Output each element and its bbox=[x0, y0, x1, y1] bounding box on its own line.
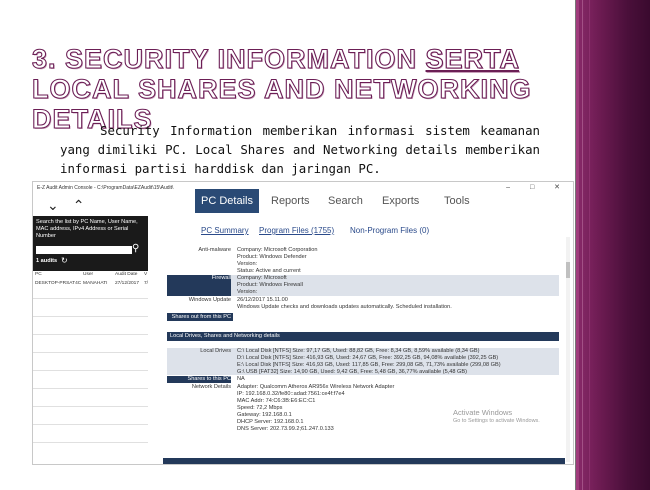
antimalware-label: Anti-malware bbox=[198, 247, 231, 253]
search-label: Search the list by PC Name, User Name, MAC address, IPv4 Address or Serial Number bbox=[36, 219, 138, 240]
grid-line bbox=[33, 334, 148, 335]
cell-version: 7/ bbox=[144, 281, 149, 286]
window-title: E-Z Audit Admin Console - C:\ProgramData\EZAudit\15\Audit\ bbox=[37, 185, 174, 191]
refresh-icon[interactable]: ↻ bbox=[61, 256, 68, 265]
shares-out-label: Shares out from this PC bbox=[171, 314, 231, 320]
grid-line bbox=[33, 388, 148, 389]
drive-line: G:\ USB [FAT32] Size: 14,90 GB, Used: 9,42 GB, Free: 5,48 GB, 36,77% available (5,48 GB) bbox=[237, 369, 467, 375]
drive-line: D:\ Local Disk [NTFS] Size: 416,93 GB, Used: 24,67 GB, Free: 392,25 GB, 94,08% available (392,25 GB) bbox=[237, 355, 499, 361]
network-line: Speed: 72,2 Mbps bbox=[237, 405, 283, 411]
window-controls[interactable]: – □ ✕ bbox=[506, 184, 569, 191]
audit-count: 1 audits bbox=[36, 258, 58, 264]
subtab-non-program-files[interactable]: Non-Program Files (0) bbox=[350, 226, 430, 235]
band-line bbox=[589, 0, 590, 490]
firewall-label: Firewall bbox=[167, 275, 231, 296]
drive-line: E:\ Local Disk [NTFS] Size: 416,93 GB, Used: 117,85 GB, Free: 299,08 GB, 71,73% available (299,08 GB) bbox=[237, 362, 501, 368]
antimalware-line: Status: Active and current bbox=[237, 268, 301, 274]
network-line: MAC Addr: 74:C6:3B:E6:EC:C1 bbox=[237, 398, 316, 404]
network-line: Adapter: Qualcomm Atheros AR956x Wireless Network Adapter bbox=[237, 384, 395, 390]
cell-pc: DESKTOP-PRSAT4C bbox=[35, 281, 82, 286]
search-panel bbox=[33, 216, 148, 464]
title-text: 3. SECURITY INFORMATION bbox=[32, 44, 426, 74]
cell-date: 27/12/2017 bbox=[115, 281, 140, 286]
local-drives-row bbox=[167, 348, 559, 375]
search-icon[interactable]: ⚲ bbox=[132, 243, 140, 254]
firewall-row bbox=[167, 275, 559, 296]
decorative-band bbox=[576, 0, 650, 490]
subtab-program-files[interactable]: Program Files (1755) bbox=[259, 226, 335, 235]
audit-table bbox=[33, 271, 148, 464]
tab-exports[interactable]: Exports bbox=[382, 195, 420, 207]
tab-tools[interactable]: Tools bbox=[444, 195, 470, 207]
grid-line bbox=[33, 352, 148, 353]
shares-to-label: Shares to this PC bbox=[167, 376, 231, 383]
band-line bbox=[576, 0, 579, 490]
grid-line bbox=[33, 370, 148, 371]
chevron-down-icon[interactable]: ⌄ bbox=[47, 197, 59, 213]
network-line: Gateway: 192.168.0.1 bbox=[237, 412, 292, 418]
drive-line: C:\ Local Disk [NTFS] Size: 97,17 GB, Used: 88,82 GB, Free: 8,34 GB, 8,59% available (8,34 GB) bbox=[237, 348, 480, 354]
update-line: 26/12/2017 15.11.00 bbox=[237, 297, 288, 303]
network-line: DHCP Server: 192.168.0.1 bbox=[237, 419, 304, 425]
shares-out-row bbox=[167, 313, 233, 321]
scrollbar[interactable] bbox=[566, 237, 570, 462]
nav-icons bbox=[47, 197, 98, 214]
update-line: Windows Update checks and downloads updates automatically. Scheduled installation. bbox=[237, 304, 452, 310]
cell-user: MANAHATI bbox=[83, 281, 108, 286]
search-input[interactable] bbox=[36, 246, 132, 254]
section-header bbox=[167, 332, 559, 341]
tab-reports[interactable]: Reports bbox=[271, 195, 310, 207]
firewall-line: Product: Windows Firewall bbox=[237, 282, 303, 288]
title-text: LOCAL SHARES AND NETWORKING DETAILS bbox=[32, 74, 532, 134]
watermark-line: Go to Settings to activate Windows. bbox=[453, 418, 540, 424]
tab-pc-details[interactable]: PC Details bbox=[195, 189, 259, 213]
table-row[interactable] bbox=[33, 280, 148, 289]
firewall-line: Version: bbox=[237, 289, 258, 295]
antimalware-line: Product: Windows Defender bbox=[237, 254, 307, 260]
column-header[interactable]: V bbox=[144, 272, 148, 277]
local-drives-label: Local Drives bbox=[200, 348, 231, 354]
home-icon[interactable]: ⌃ bbox=[72, 197, 85, 213]
grid-line bbox=[33, 406, 148, 407]
band-line bbox=[582, 0, 583, 490]
sidebar bbox=[33, 194, 148, 464]
firewall-line: Company: Microsoft bbox=[237, 275, 287, 281]
bottom-section-bar bbox=[163, 458, 565, 464]
activation-watermark bbox=[453, 408, 540, 426]
slide-paragraph bbox=[60, 121, 540, 178]
title-underlined: SERTA bbox=[425, 44, 520, 74]
app-screenshot bbox=[32, 181, 574, 465]
scrollbar-thumb[interactable] bbox=[566, 262, 570, 278]
grid-line bbox=[33, 442, 148, 443]
tab-search[interactable]: Search bbox=[328, 195, 363, 207]
antimalware-line: Company: Microsoft Corporation bbox=[237, 247, 318, 253]
column-header[interactable]: PC bbox=[35, 272, 42, 277]
table-header bbox=[33, 271, 148, 280]
section-header-text: Local Drives, Shares and Networking details bbox=[170, 333, 280, 339]
antimalware-row bbox=[167, 247, 559, 274]
column-header[interactable]: Audit Date bbox=[115, 272, 138, 277]
grid-line bbox=[33, 298, 148, 299]
network-line: IP: 192.168.0.32/fe80::adad:7561:ce4f:f7e4 bbox=[237, 391, 345, 397]
antimalware-line: Version: bbox=[237, 261, 258, 267]
paragraph-text: Security Information memberikan informasi sistem keamanan yang dimiliki PC. Local Shares and Networking details memberikan informasi partisi harddisk dan jaringan PC. bbox=[60, 123, 540, 176]
shares-to-value: NA bbox=[237, 376, 245, 382]
details-panel bbox=[163, 240, 565, 464]
column-header[interactable]: User bbox=[83, 272, 94, 277]
subtab-pc-summary[interactable]: PC Summary bbox=[201, 226, 249, 235]
grid-line bbox=[33, 424, 148, 425]
grid-line bbox=[33, 316, 148, 317]
network-line: DNS Server: 202.73.99.2;61.247.0.133 bbox=[237, 426, 334, 432]
shares-to-row bbox=[167, 376, 559, 383]
update-label: Windows Update bbox=[188, 297, 231, 303]
watermark-line: Activate Windows bbox=[453, 408, 513, 417]
network-label: Network Details bbox=[191, 384, 231, 390]
update-row bbox=[167, 297, 559, 312]
